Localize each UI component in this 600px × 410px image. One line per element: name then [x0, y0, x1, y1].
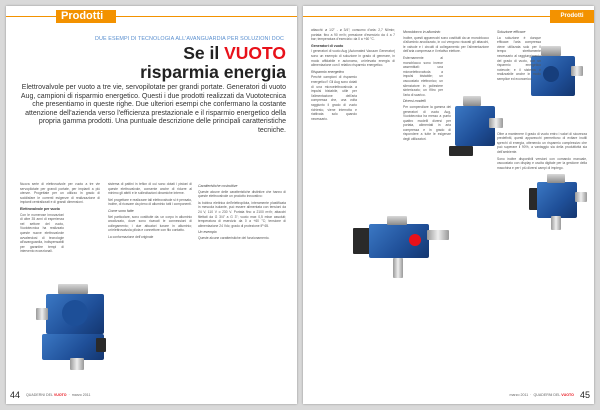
paragraph: Queste alcune caratteristiche del funzionamento.	[198, 235, 270, 240]
left-page	[6, 6, 297, 404]
footer-issue: marzo 2011	[71, 393, 91, 397]
paragraph: Nel progettare e realizzare tali elettrovalvole si è pensato, inoltre, di ricavare da pieno di alluminio tutti i componenti.	[108, 197, 192, 207]
subheading: Un esempio	[198, 230, 217, 235]
left-column-2	[108, 182, 192, 388]
subheading: Elettrovalvole per vuoto	[20, 206, 60, 211]
footer-brand-accent: VUOTO	[53, 393, 67, 397]
footer-issue: marzo 2011	[509, 393, 529, 397]
subheading: Diversi modelli	[403, 99, 426, 104]
subheading: Monoblocco in alluminio	[403, 30, 441, 34]
footer-brand: QUADERNI DEL	[533, 393, 561, 397]
page-footer	[313, 390, 590, 400]
article-headline	[46, 44, 286, 82]
paragraph: attacchi: ø 1/2" - ø 3/4"; consumo d'aria: 2,7 Nl/min; portata: fino a 90 m³/h; pressione d'esercizio da 4 a 7 bar; temperatura d'esercizio: da 0 a +60 °C.	[311, 28, 395, 42]
footer-text: QUADERNI DEL VUOTO · marzo 2011	[26, 393, 91, 397]
paragraph: Con le numerose innovazioni di oltre 35 anni di esperienza nel settore del vuoto, Vuototecnica ha realizzato queste nuove elettrovalvole avvalendosi di tecnologie all'avanguardia, indispensabili per garantire tempi di intervento eccezionali.	[20, 212, 64, 254]
paragraph: Queste alcune delle caratteristiche distintive che hanno di queste elettrovalvole un prodotto innovativo:	[198, 189, 286, 199]
paragraph: Esternamente al monoblocco sono invece assemblati: una microelettrovalvola a impulsi bistabile; un vacuostato elettronico; un silenziatore in poliestere sinterizzato; un filtro per l'aria di scarico.	[403, 55, 443, 97]
paragraph: La conformazione dell'originale	[108, 234, 154, 239]
section-tab: Prodotti	[550, 10, 594, 23]
footer-text: marzo 2011 · QUADERNI DEL VUOTO	[509, 393, 574, 397]
electrovalve-image	[36, 284, 114, 370]
paragraph: Nel particolare, sono costituite da: un corpo in alluminio anodizzato, dove sono ricavati le connessioni di collegamento; i due attuatori lunare in alluminio; un'elettrovalvola pilota e connettore con filo contatto.	[108, 214, 192, 233]
paragraph: I generatori di vuoto Aug (Automated Vacuum Generator) sono un esempio di soluzione in grado di generare, in modo affidabile e autonomo, un'elevata energia di alimentazione con il relativo risparmio energetico.	[311, 49, 395, 68]
header-rule	[6, 16, 297, 17]
subheading: Risparmio energetico	[311, 69, 345, 74]
paragraph: sistema di pattini in teflon di cui sono dotati i pistoni di queste elettrovalvole, consente anche di ridurre al minimo gli attriti e le sollecitazioni dinamiche interne.	[108, 182, 192, 196]
headline-line2: risparmia energia	[140, 62, 286, 82]
subheading: Generatori di vuoto	[311, 43, 344, 48]
footer-brand-accent: VUOTO	[561, 393, 574, 397]
article-kicker: DUE ESEMPI DI TECNOLOGIA ALL'AVANGUARDIA PER SOLUZIONI DOC	[95, 36, 284, 42]
right-column-2	[403, 28, 489, 388]
headline-pre: Se il	[183, 43, 225, 63]
right-page	[303, 6, 594, 404]
section-tab: Prodotti	[56, 10, 116, 23]
paragraph: La soluzione è dunque efficace: l'aria compressa viene utilizzata solo per il tempo strettamente necessario al raggiungimento del grado di vuoto, con un risparmio energetico notevole; e il sistema è realizzabile anche in modo semplice ed economico.	[497, 35, 541, 81]
footer-brand: QUADERNI DEL	[26, 393, 53, 397]
paragraph: la bobina elettrica dell'elettropilota, interamente plastificata in mescola isolante, può essere alimentata con tensioni da 24 V, 110 V o 230 V. Portata fino a 2100 m³/h; attacchi filettati da G 3/4" a G 3"; vuoto max 0,5 mbar assoluti; temperatura di esercizio da 0 a +60 °C; tensione di alimentazione 24 Vdc; grado di protezione IP 65.	[198, 200, 286, 228]
page-number: 44	[10, 390, 21, 400]
right-column-1	[311, 28, 395, 388]
article-lead: Elettrovalvole per vuoto a tre vie, servopilotate per grandi portate. Generatori di vuoto Aug, campioni di risparmio energetico. Questi i due prodotti realizzati da Vuototecnica che presentiamo in queste righe. Due ulteriori esempi che confermano la costante attenzione dell'azienda verso l'efficienza prestazionale e il risparmio energetico della propria gamma prodotti. Una puntuale descrizione delle principali caratteristiche tecniche.	[20, 84, 286, 134]
right-column-3	[497, 28, 587, 388]
vacuum-generator-image-2	[449, 92, 503, 158]
paragraph: Perché campioni di risparmio energetico? Gli Aug sono dotati di una microelettrovalvola a impulsi bistabile, utile per l'alimentazione dell'aria compressa che, una volta raggiunto il grado di vuoto richiesto, viene interrotta e riattivata solo quando necessario.	[311, 75, 357, 121]
paragraph: Nuova serie di elettrovalvole per vuoto a tre vie servopilotate per grandi portate, per impianti a più utenze. Progettate per un utilizzo in grado di soddisfare le correnti esigenze di realizzazione di impianti centralizzati e di grandi dimensioni.	[20, 182, 100, 205]
paragraph: Per compendiare la gamma dei generatori di vuoto Aug, Vuototecnica ha messo a punto quattro modelli diversi per portata, alimentati in aria compressa e in grado di rispondere a tutte le esigenze degli utilizzatori.	[403, 104, 451, 142]
subheading: Soluzione efficace	[497, 30, 526, 34]
page-number: 45	[579, 390, 590, 400]
subheading: Caratteristiche costruttive	[198, 184, 238, 188]
subheading: Come sono fatte	[108, 208, 134, 213]
page-footer	[10, 390, 287, 400]
left-column-3	[198, 182, 286, 388]
headline-accent: VUOTO	[224, 43, 286, 63]
paragraph: Sono inoltre disponibili versioni con comando manuale, vacuostato con display e uscita digitale per la gestione della macchina e per i più diversi campi di impiego.	[497, 156, 587, 170]
paragraph: Oltre a mantenere il grado di vuoto entro i valori di sicurezza predefiniti, questi apparecchi permettono di evitare inutili sprechi di energia, ottenendo un risparmio complessivo che può superare il 90%, a vantaggio sia della produttività sia dell'ambiente.	[497, 131, 587, 154]
paragraph: Inoltre, questi apparecchi sono costituiti da un monoblocco d'alluminio anodizzato, in cui vengono ricavati gli attacchi, le valvole e i circuiti di collegamento per l'alimentazione dell'aria compressa e il relativo eiettore.	[403, 35, 489, 54]
